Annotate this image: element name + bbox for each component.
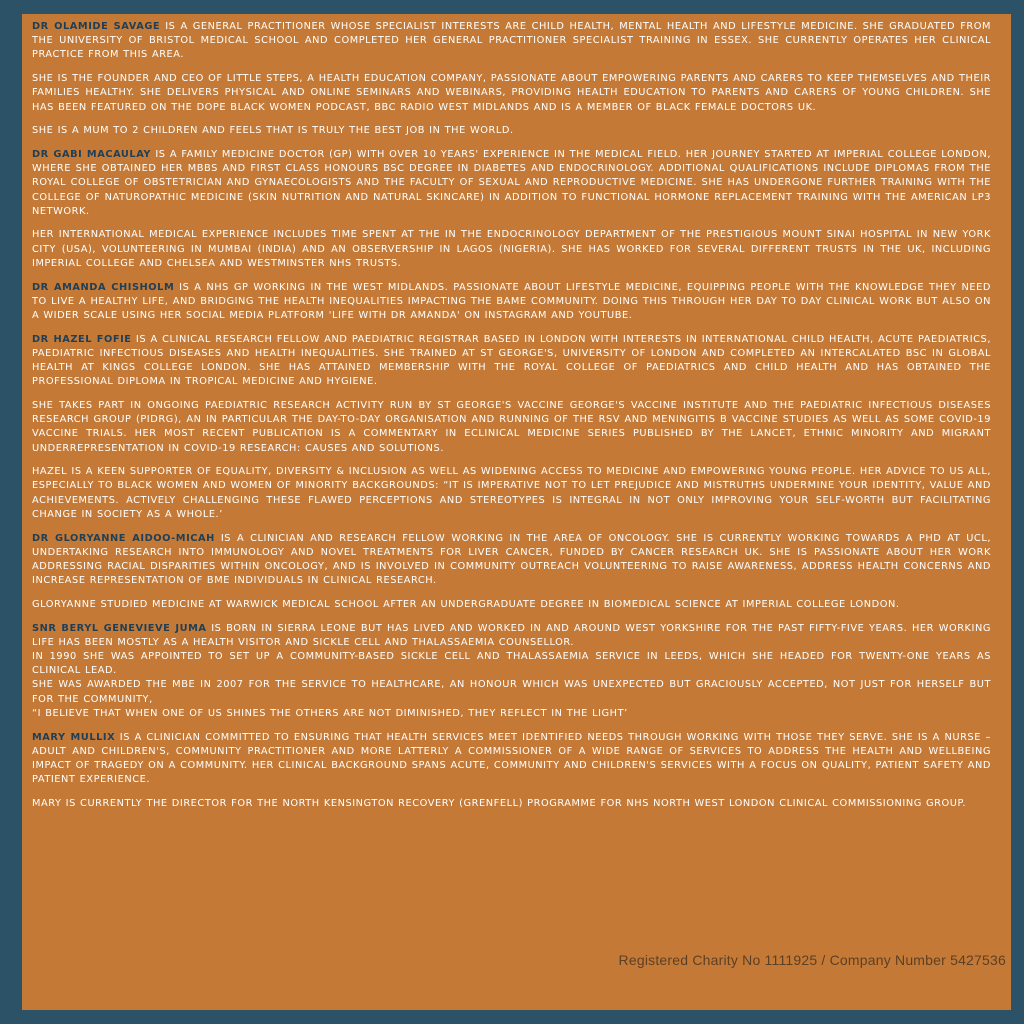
bio-name: DR GABI MACAULAY — [32, 148, 152, 160]
bio-text: IS A CLINICIAN AND RESEARCH FELLOW WORKING IN THE AREA OF ONCOLOGY. SHE IS CURRENTLY WORKING TOWARDS A PHD AT UCL, UNDERTAKING RESEARCH INTO IMMUNOLOGY AND NOVEL TREATMENTS FOR LIVER CANCER, FUNDED BY CANCER RESEARCH UK. SHE IS PASSIONATE ABOUT HER WORK ADDRESSING RACIAL DISPARITIES WITHIN ONCOLOGY, AND IS INVOLVED IN COMMUNITY OUTREACH VOLUNTEERING TO RAISE AWARENESS, ADDRESS HEALTH CONCERNS AND INCREASE REPRESENTATION OF BME INDIVIDUALS IN CLINICAL RESEARCH. — [32, 532, 991, 587]
bio-text: IS A NHS GP WORKING IN THE WEST MIDLANDS. PASSIONATE ABOUT LIFESTYLE MEDICINE, EQUIPPING PEOPLE WITH THE KNOWLEDGE THEY NEED TO LIVE A HEALTHY LIFE, AND BRIDGING THE HEALTH INEQUALITIES IMPACTING THE BAME COMMUNITY. DOING THIS THROUGH HER DAY TO DAY CLINICAL WORK BUT ALSO ON A WIDER SCALE USING HER SOCIAL MEDIA PLATFORM 'LIFE WITH DR AMANDA' ON INSTAGRAM AND YOUTUBE. — [32, 281, 992, 321]
bio-amanda-chisholm — [32, 281, 991, 324]
bio-text: IS BORN IN SIERRA LEONE BUT HAS LIVED AND WORKED IN AND AROUND WEST YORKSHIRE FOR THE PAST FIFTY-FIVE YEARS. HER WORKING LIFE HAS BEEN MOSTLY AS A HEALTH VISITOR AND SICKLE CELL AND THALASSAEMIA COUNSELLOR. — [32, 622, 991, 648]
bio-name: DR HAZEL FOFIE — [32, 333, 132, 345]
bio-mary-mullix — [32, 731, 991, 788]
bio-text: IS A CLINICIAN COMMITTED TO ENSURING THAT HEALTH SERVICES MEET IDENTIFIED NEEDS THROUGH WORKING WITH THOSE THEY SERVE. SHE IS A NURSE – ADULT AND CHILDREN'S, COMMUNITY PRACTITIONER AND MORE LATTERLY A COMMISSIONER OF A WIDE RANGE OF SERVICES TO ADDRESS THE HEALTH AND WELLBEING IMPACT OF TRAGEDY ON A COMMUNITY. HER CLINICAL BACKGROUND SPANS ACUTE, COMMUNITY AND CHILDREN'S SERVICES WITH A FOCUS ON QUALITY, PATIENT SAFETY AND PATIENT EXPERIENCE. — [32, 731, 991, 786]
bio-gabi-macaulay — [32, 148, 991, 219]
bio-name: MARY MULLIX — [32, 731, 116, 743]
bio-paragraph: HER INTERNATIONAL MEDICAL EXPERIENCE INCLUDES TIME SPENT AT THE IN THE ENDOCRINOLOGY DEPARTMENT OF THE PRESTIGIOUS MOUNT SINAI HOSPITAL IN NEW YORK CITY (USA), VOLUNTEERING IN MUMBAI (INDIA) AND AN OBSERVERSHIP IN LAGOS (NIGERIA). SHE HAS WORKED FOR SEVERAL DIFFERENT TRUSTS IN THE UK, INCLUDING IMPERIAL COLLEGE AND CHELSEA AND WESTMINSTER NHS TRUSTS. — [32, 229, 991, 269]
bio-name: DR OLAMIDE SAVAGE — [32, 21, 161, 32]
footer-registration: Registered Charity No 1111925 / Company Number 5427536 — [618, 952, 1006, 968]
bio-olamide-savage — [32, 20, 991, 63]
bio-paragraph: SHE IS A MUM TO 2 CHILDREN AND FEELS THAT IS TRULY THE BEST JOB IN THE WORLD. — [32, 125, 514, 137]
bio-quote: “I BELIEVE THAT WHEN ONE OF US SHINES THE OTHERS ARE NOT DIMINISHED, THEY REFLECT IN THE LIGHT’ — [32, 707, 628, 719]
bio-line: IN 1990 SHE WAS APPOINTED TO SET UP A COMMUNITY-BASED SICKLE CELL AND THALASSAEMIA SERVICE IN LEEDS, WHICH SHE HEADED FOR TWENTY-ONE YEARS AS CLINICAL LEAD. — [32, 651, 991, 677]
bio-name: DR GLORYANNE AIDOO-MICAH — [32, 532, 215, 544]
bio-beryl-genevieve-juma — [32, 622, 991, 721]
bio-text: IS A FAMILY MEDICINE DOCTOR (GP) WITH OVER 10 YEARS' EXPERIENCE IN THE MEDICAL FIELD. HER JOURNEY STARTED AT IMPERIAL COLLEGE LONDON, WHERE SHE OBTAINED HER MBBS AND FIRST CLASS HONOURS BSC DEGREE IN DIABETES AND ENDOCRINOLOGY. ADDITIONAL QUALIFICATIONS INCLUDE DIPLOMAS FROM THE ROYAL COLLEGE OF OBSTETRICIAN AND GYNAECOLOGISTS AND THE FACULTY OF SEXUAL AND REPRODUCTIVE MEDICINE. SHE HAS UNDERGONE FURTHER TRAINING WITH THE COLLEGE OF NATUROPATHIC MEDICINE (SKIN NUTRITION AND NATURAL SKINCARE) IN ADDITION TO FUNCTIONAL HORMONE REPLACEMENT TRAINING WITH THE AMERICAN LP3 NETWORK. — [32, 148, 991, 217]
bio-line: SHE WAS AWARDED THE MBE IN 2007 FOR THE SERVICE TO HEALTHCARE, AN HONOUR WHICH WAS UNEXPECTED BUT GRACIOUSLY ACCEPTED, NOT JUST FOR HERSELF BUT FOR THE COMMUNITY, — [32, 679, 991, 705]
bio-paragraph: HAZEL IS A KEEN SUPPORTER OF EQUALITY, DIVERSITY & INCLUSION AS WELL AS WIDENING ACCESS TO MEDICINE AND EMPOWERING YOUNG PEOPLE. HER ADVICE TO US ALL, ESPECIALLY TO BLACK WOMEN AND WOMEN OF MINORITY BACKGROUNDS: “IT IS IMPERATIVE NOT TO LET PREJUDICE AND MISTRUTHS UNDERMINE YOUR IDENTITY, VALUE AND ACHIEVEMENTS. ACTIVELY CHALLENGING THESE FLAWED PERCEPTIONS AND STEREOTYPES IS INTEGRAL IN NOT ONLY IMPROVING YOUR SELF-WORTH BUT FACILITATING CHANGE IN SOCIETY AS A WHOLE.’ — [32, 466, 991, 520]
bio-hazel-fofie — [32, 333, 991, 390]
bio-text: IS A CLINICAL RESEARCH FELLOW AND PAEDIATRIC REGISTRAR BASED IN LONDON WITH INTERESTS IN INTERNATIONAL CHILD HEALTH, ACUTE PAEDIATRICS, PAEDIATRIC INFECTIOUS DISEASES AND HEALTH INEQUALITIES. SHE TRAINED AT ST GEORGE'S, UNIVERSITY OF LONDON AND COMPLETED AN INTERCALATED BSC IN GLOBAL HEALTH AT KINGS COLLEGE LONDON. SHE HAS ATTAINED MEMBERSHIP WITH THE ROYAL COLLEGE OF PAEDIATRICS AND CHILD HEALTH AND HAS OBTAINED THE PROFESSIONAL DIPLOMA IN TROPICAL MEDICINE AND HYGIENE. — [32, 333, 991, 388]
bio-paragraph: GLORYANNE STUDIED MEDICINE AT WARWICK MEDICAL SCHOOL AFTER AN UNDERGRADUATE DEGREE IN BIOMEDICAL SCIENCE AT IMPERIAL COLLEGE LONDON. — [32, 598, 900, 610]
bio-panel — [22, 14, 1011, 1010]
bio-paragraph: SHE TAKES PART IN ONGOING PAEDIATRIC RESEARCH ACTIVITY RUN BY ST GEORGE'S VACCINE GEORGE'S VACCINE INSTITUTE AND THE PAEDIATRIC INFECTIOUS DISEASES RESEARCH GROUP (PIDRG), AN IN PARTICULAR THE DAY-TO-DAY ORGANISATION AND RUNNING OF THE RSV AND MENINGITIS B VACCINE STUDIES AS WELL AS SOME COVID-19 VACCINE TRIALS. HER MOST RECENT PUBLICATION IS A COMMENTARY IN ECLINICAL MEDICINE SERIES PUBLISHED BY THE LANCET, ETHNIC MINORITY AND MIGRANT UNDERREPRESENTATION IN COVID-19 RESEARCH: CAUSES AND SOLUTIONS. — [32, 399, 991, 454]
bio-name: SNR BERYL GENEVIEVE JUMA — [32, 622, 207, 634]
bio-text: IS A GENERAL PRACTITIONER WHOSE SPECIALIST INTERESTS ARE CHILD HEALTH, MENTAL HEALTH AND LIFESTYLE MEDICINE. SHE GRADUATED FROM THE UNIVERSITY OF BRISTOL MEDICAL SCHOOL AND COMPLETED HER GENERAL PRACTITIONER SPECIALIST TRAINING IN ESSEX. SHE CURRENTLY OPERATES HER CLINICAL PRACTICE FROM THIS AREA. — [32, 21, 991, 61]
bio-name: DR AMANDA CHISHOLM — [32, 281, 175, 293]
bio-paragraph: MARY IS CURRENTLY THE DIRECTOR FOR THE NORTH KENSINGTON RECOVERY (GRENFELL) PROGRAMME FOR NHS NORTH WEST LONDON CLINICAL COMMISSIONING GROUP. — [32, 797, 967, 809]
bio-gloryanne-aidoo-micah — [32, 532, 991, 589]
bio-paragraph: SHE IS THE FOUNDER AND CEO OF LITTLE STEPS, A HEALTH EDUCATION COMPANY, PASSIONATE ABOUT EMPOWERING PARENTS AND CARERS TO KEEP THEMSELVES AND THEIR FAMILIES HEALTHY. SHE DELIVERS PHYSICAL AND ONLINE SEMINARS AND WEBINARS, PROVIDING HEALTH EDUCATION TO PARENTS AND CARERS OF YOUNG CHILDREN. SHE HAS BEEN FEATURED ON THE DOPE BLACK WOMEN PODCAST, BBC RADIO WEST MIDLANDS AND IS A MEMBER OF BLACK FEMALE DOCTORS UK. — [32, 73, 991, 113]
